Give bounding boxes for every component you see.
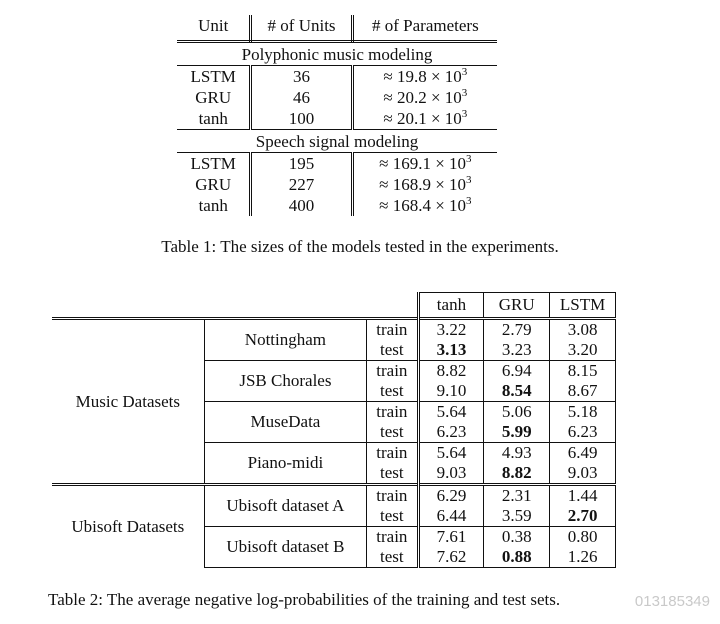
split-label: train xyxy=(367,361,418,382)
value-cell: 3.23 xyxy=(484,340,550,361)
value-cell: 5.64 xyxy=(418,402,484,423)
split-label: train xyxy=(367,527,418,548)
unit-count: 36 xyxy=(251,66,352,88)
value-cell: 6.29 xyxy=(418,485,484,507)
section-title: Speech signal modeling xyxy=(177,130,497,153)
dataset-name: JSB Chorales xyxy=(204,361,366,402)
value-cell: 0.88 xyxy=(484,547,550,568)
value-cell: 3.20 xyxy=(550,340,616,361)
header-unit: Unit xyxy=(177,15,251,42)
value-cell: 1.44 xyxy=(550,485,616,507)
dataset-name: Nottingham xyxy=(204,319,366,361)
value-cell: 8.82 xyxy=(418,361,484,382)
header-tanh: tanh xyxy=(418,293,484,319)
dataset-name: Ubisoft dataset A xyxy=(204,485,366,527)
value-cell: 7.62 xyxy=(418,547,484,568)
model-sizes-table xyxy=(177,15,497,216)
unit-count: 46 xyxy=(251,87,352,108)
value-cell: 5.18 xyxy=(550,402,616,423)
value-cell: 0.38 xyxy=(484,527,550,548)
split-label: test xyxy=(367,381,418,402)
unit-name: LSTM xyxy=(177,153,251,175)
value-cell: 3.08 xyxy=(550,319,616,341)
value-cell: 2.79 xyxy=(484,319,550,341)
unit-count: 400 xyxy=(251,195,352,216)
watermark: 013185349 xyxy=(634,593,710,610)
value-cell: 5.64 xyxy=(418,443,484,464)
header-gru: GRU xyxy=(484,293,550,319)
unit-name: GRU xyxy=(177,174,251,195)
param-count: ≈ $20.2 \times 10^3$ xyxy=(383,87,468,107)
split-label: train xyxy=(367,485,418,507)
split-label: train xyxy=(367,443,418,464)
value-cell: 6.49 xyxy=(550,443,616,464)
value-cell: 5.99 xyxy=(484,422,550,443)
table2-caption: Table 2: The average negative log-probabilities of the training and test sets. xyxy=(48,590,561,609)
value-cell: 9.03 xyxy=(418,463,484,485)
param-count: ≈ $20.1 \times 10^3$ xyxy=(383,108,468,128)
header-num-units: # of Units xyxy=(251,15,352,42)
value-cell: 3.59 xyxy=(484,506,550,527)
param-count: ≈ $168.9 \times 10^3$ xyxy=(379,174,472,194)
value-cell: 5.06 xyxy=(484,402,550,423)
param-count: ≈ $168.4 \times 10^3$ xyxy=(379,195,472,215)
dataset-name: Ubisoft dataset B xyxy=(204,527,366,568)
value-cell: 9.03 xyxy=(550,463,616,485)
split-label: test xyxy=(367,463,418,485)
value-cell: 6.23 xyxy=(418,422,484,443)
header-num-params: # of Parameters xyxy=(352,15,497,42)
split-label: test xyxy=(367,506,418,527)
split-label: train xyxy=(367,319,418,341)
value-cell: 6.23 xyxy=(550,422,616,443)
unit-count: 100 xyxy=(251,108,352,130)
param-count: ≈ $169.1 \times 10^3$ xyxy=(352,153,497,175)
value-cell: 6.44 xyxy=(418,506,484,527)
value-cell: 7.61 xyxy=(418,527,484,548)
value-cell: 9.10 xyxy=(418,381,484,402)
value-cell: 3.13 xyxy=(418,340,484,361)
dataset-name: Piano-midi xyxy=(204,443,366,485)
unit-name: tanh xyxy=(177,195,251,216)
value-cell: 3.22 xyxy=(418,319,484,341)
header-blank xyxy=(52,293,418,319)
value-cell: 6.94 xyxy=(484,361,550,382)
group-label: Music Datasets xyxy=(52,319,204,485)
value-cell: 2.31 xyxy=(484,485,550,507)
value-cell: 8.82 xyxy=(484,463,550,485)
value-cell: 4.93 xyxy=(484,443,550,464)
value-cell: 1.26 xyxy=(550,547,616,568)
value-cell: 0.80 xyxy=(550,527,616,548)
log-prob-table xyxy=(52,292,616,568)
param-count: ≈ $19.8 \times 10^3$ xyxy=(352,66,497,88)
split-label: test xyxy=(367,340,418,361)
split-label: test xyxy=(367,547,418,568)
group-label: Ubisoft Datasets xyxy=(52,485,204,568)
section-title: Polyphonic music modeling xyxy=(241,44,433,64)
unit-name: tanh xyxy=(177,108,251,130)
value-cell: 8.67 xyxy=(550,381,616,402)
split-label: train xyxy=(367,402,418,423)
value-cell: 8.15 xyxy=(550,361,616,382)
split-label: test xyxy=(367,422,418,443)
unit-count: 195 xyxy=(251,153,352,175)
unit-name: LSTM xyxy=(177,66,251,88)
table1-caption: Table 1: The sizes of the models tested in the experiments. xyxy=(161,237,559,256)
value-cell: 8.54 xyxy=(484,381,550,402)
unit-name: GRU xyxy=(177,87,251,108)
unit-count: 227 xyxy=(251,174,352,195)
value-cell: 2.70 xyxy=(550,506,616,527)
dataset-name: MuseData xyxy=(204,402,366,443)
header-lstm: LSTM xyxy=(550,293,616,319)
